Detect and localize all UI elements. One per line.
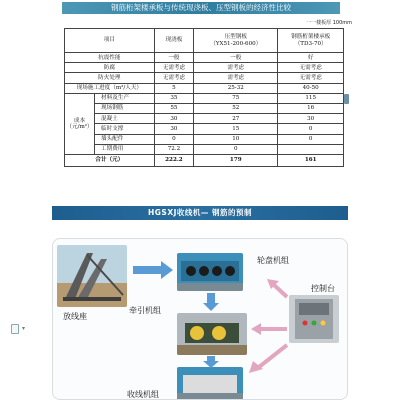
header-cell: 钢筋桁架楼承板 （TD3-70） [278, 29, 344, 53]
table-cell: 防腐 [65, 63, 155, 73]
table-cell: 0 [154, 134, 193, 144]
table-cell: 现场施工进度（m²/人天） [65, 83, 155, 93]
header-cell: 现浇板 [154, 29, 193, 53]
table-cell: 25-32 [194, 83, 278, 93]
table-cell: 一般 [154, 53, 193, 63]
table-cell: 30 [154, 124, 193, 134]
traction-unit-illustration [177, 313, 247, 355]
arrow-down-left-icon [249, 343, 289, 373]
section-title-banner: HGSXJ收线机— 钢筋的预制 [52, 206, 348, 220]
pay-off-stand-photo [57, 245, 127, 307]
table-cell: 需考虑 [194, 73, 278, 83]
table-cell [278, 144, 344, 154]
take-up-unit-label: 收线机组 [127, 390, 159, 399]
table-cell: 5 [154, 83, 193, 93]
table-cell: 好 [278, 53, 344, 63]
header-cell: 压型钢板 （YX51-200-600） [194, 29, 278, 53]
document-icon[interactable] [11, 324, 19, 334]
traction-unit-label: 牵引机组 [129, 306, 161, 315]
traction-unit-photo [177, 313, 247, 355]
take-up-unit-photo [177, 367, 243, 400]
wheel-unit-illustration [177, 253, 243, 291]
table-cell: 墙头配件 [95, 134, 155, 144]
table-row [65, 103, 344, 113]
header-cell: 项目 [65, 29, 155, 53]
table-cell: 161 [278, 154, 344, 166]
table-cell: 75 [194, 93, 278, 103]
control-console-label: 控制台 [311, 284, 335, 293]
table-title-banner: 钢筋桁架楼承板与传统现浇板、压型钢板的经济性比较 [62, 2, 340, 14]
table-cell: 35 [154, 93, 193, 103]
table-cell: 混凝土 [95, 114, 155, 124]
table-row [65, 124, 344, 134]
control-console-photo [289, 295, 339, 343]
table-cell: 无需考虑 [154, 63, 193, 73]
table-cell: 抗震性能 [65, 53, 155, 63]
table-cell: 55 [154, 103, 193, 113]
table-cell: 72.2 [154, 144, 193, 154]
table-row [65, 93, 344, 103]
table-cell: 30 [278, 114, 344, 124]
total-row [65, 154, 344, 166]
table-cell: 无需考虑 [278, 73, 344, 83]
table-cell: 需考虑 [194, 63, 278, 73]
table-cell: 一般 [194, 53, 278, 63]
table-cell: 16 [278, 103, 344, 113]
table-row [65, 114, 344, 124]
table-row [65, 134, 344, 144]
arrow-down-icon [203, 293, 219, 311]
pay-off-stand-illustration [57, 245, 127, 307]
table-cell: 15 [194, 124, 278, 134]
table-cell: 临时支撑 [95, 124, 155, 134]
table-cell: 30 [154, 114, 193, 124]
table-cell: 合计（元） [65, 154, 155, 166]
table-cell: 0 [278, 124, 344, 134]
table-row [65, 83, 344, 93]
table-row [65, 144, 344, 154]
table-cell: 防火处理 [65, 73, 155, 83]
control-console-illustration [289, 295, 339, 343]
table-cell: 材料及生产 [95, 93, 155, 103]
table-cell: 222.2 [154, 154, 193, 166]
table-cell: 179 [194, 154, 278, 166]
comparison-table [64, 28, 344, 167]
table-cell: 27 [194, 114, 278, 124]
table-cell: 0 [278, 134, 344, 144]
arrow-left-icon [251, 323, 287, 335]
table-cell: 52 [194, 103, 278, 113]
table-cell: 现场钢筋 [95, 103, 155, 113]
side-scroll-handle[interactable] [344, 94, 349, 104]
wheel-unit-photo [177, 253, 243, 291]
table-header-row [65, 29, 344, 53]
table-cell: 115 [278, 93, 344, 103]
arrow-right-icon [133, 261, 173, 279]
arrow-up-left-icon [267, 279, 289, 299]
arrow-down-icon [203, 356, 219, 368]
thickness-note: 一一楼板厚 100mm [306, 20, 352, 26]
cost-category-cell: 成本 （元/m²） [65, 93, 95, 154]
table-row [65, 73, 344, 83]
table-row [65, 53, 344, 63]
table-cell: 无需考虑 [154, 73, 193, 83]
table-cell: 无需考虑 [278, 63, 344, 73]
wheel-unit-label: 轮盘机组 [257, 256, 289, 265]
table-cell: 10 [194, 134, 278, 144]
table-row [65, 63, 344, 73]
process-diagram [52, 238, 348, 400]
chevron-down-icon[interactable]: ▾ [22, 325, 26, 332]
take-up-unit-illustration [177, 367, 243, 400]
table-cell: 40-50 [278, 83, 344, 93]
pay-off-stand-label: 放线座 [63, 312, 87, 321]
table-cell: 0 [194, 144, 278, 154]
table-cell: 工期费用 [95, 144, 155, 154]
